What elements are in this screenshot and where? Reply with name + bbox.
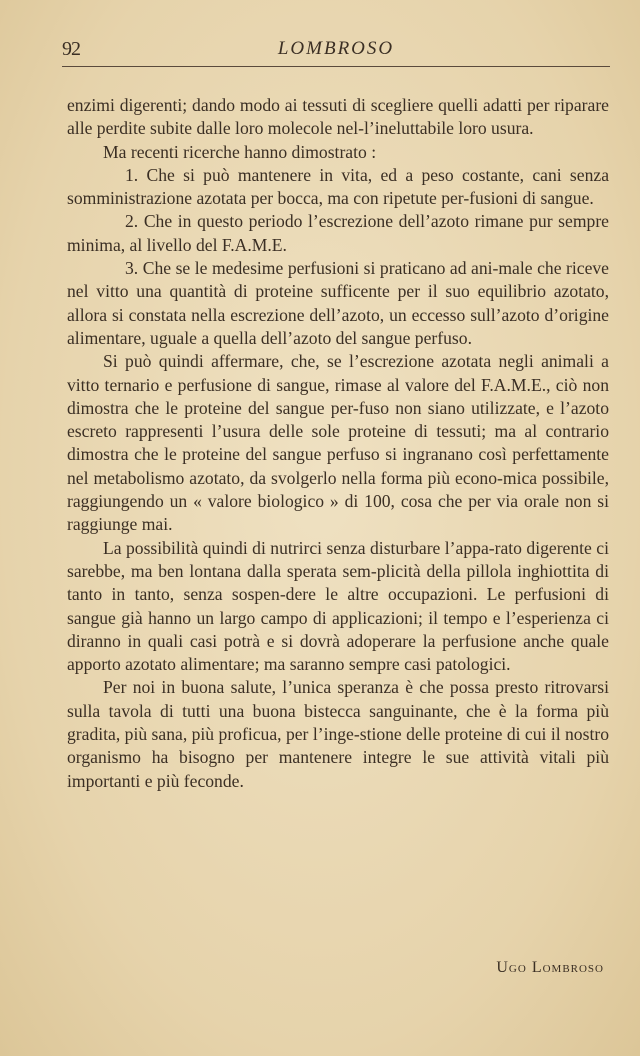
- paragraph-conclusion: Si può quindi affermare, che, se l’escrezione azotata negli animali a vitto ternario e perfusione di sangue, rimase al valore del F.A.M.E., ciò non dimostra che le proteine del sangue per-fuso non siano utilizzate, e l’azoto escreto rappresenti l’usura delle sole proteine di tessuti; ma al contrario dimostra che le proteine del sangue perfuso si ingranano così perfettamente nel metabolismo azotato, da svolgerlo nella forma più econo-mica possibile, raggiungendo un « valore biologico » di 100, cosa che per via orale non si raggiunge mai.: [67, 351, 609, 535]
- running-title: LOMBROSO: [277, 38, 395, 59]
- paragraph-intro: Ma recenti ricerche hanno dimostrato :: [103, 141, 377, 162]
- numbered-item-1: 1. Che si può mantenere in vita, ed a peso costante, cani senza somministrazione azotata per bocca, ma con ripetute per-fusioni di sangue.: [67, 164, 609, 209]
- body-text: [67, 94, 609, 793]
- numbered-item-3: 3. Che se le medesime perfusioni si praticano ad ani-male che riceve nel vitto una quantità di proteine sufficente per il suo equilibrio azotato, allora si constata nella escrezione dell’azoto, un eccesso sull’azoto d’origine alimentare, uguale a quella dell’azoto del sangue perfuso.: [67, 258, 609, 348]
- page-header: [62, 36, 610, 66]
- author-signature: Ugo Lombroso: [496, 959, 604, 976]
- paragraph-continuation: enzimi digerenti; dando modo ai tessuti di scegliere quelli adatti per riparare alle perdite subite dalle loro molecole nel-l’ineluttabile loro usura.: [67, 95, 609, 139]
- paragraph-final: Per noi in buona salute, l’unica speranza è che possa presto ritrovarsi sulla tavola di tutti una buona bistecca sanguinante, che è la forma più gradita, più sana, più proficua, per l’inge-stione delle proteine di cui il nostro organismo ha bisogno per mantenere integre le sue attività vitali più importanti e più feconde.: [67, 677, 609, 791]
- numbered-item-2: 2. Che in questo periodo l’escrezione dell’azoto rimane pur sempre minima, al livello del F.A.M.E.: [67, 211, 609, 255]
- header-rule: [62, 66, 610, 67]
- page-number: 92: [62, 38, 80, 60]
- paragraph-possibility: La possibilità quindi di nutrirci senza disturbare l’appa-rato digerente ci sarebbe, ma ben lontana dalla sperata sem-plicità della pillola inghiottita di tanto in tanto, senza sospen-dere le altre occupazioni. Le perfusioni di sangue già hanno un largo campo di applicazioni; il tempo e l’esperienza ci diranno in quali casi potrà e si dovrà adoperare la perfusione anche quale apporto azotato alimentare; ma saranno sempre casi patologici.: [67, 537, 609, 675]
